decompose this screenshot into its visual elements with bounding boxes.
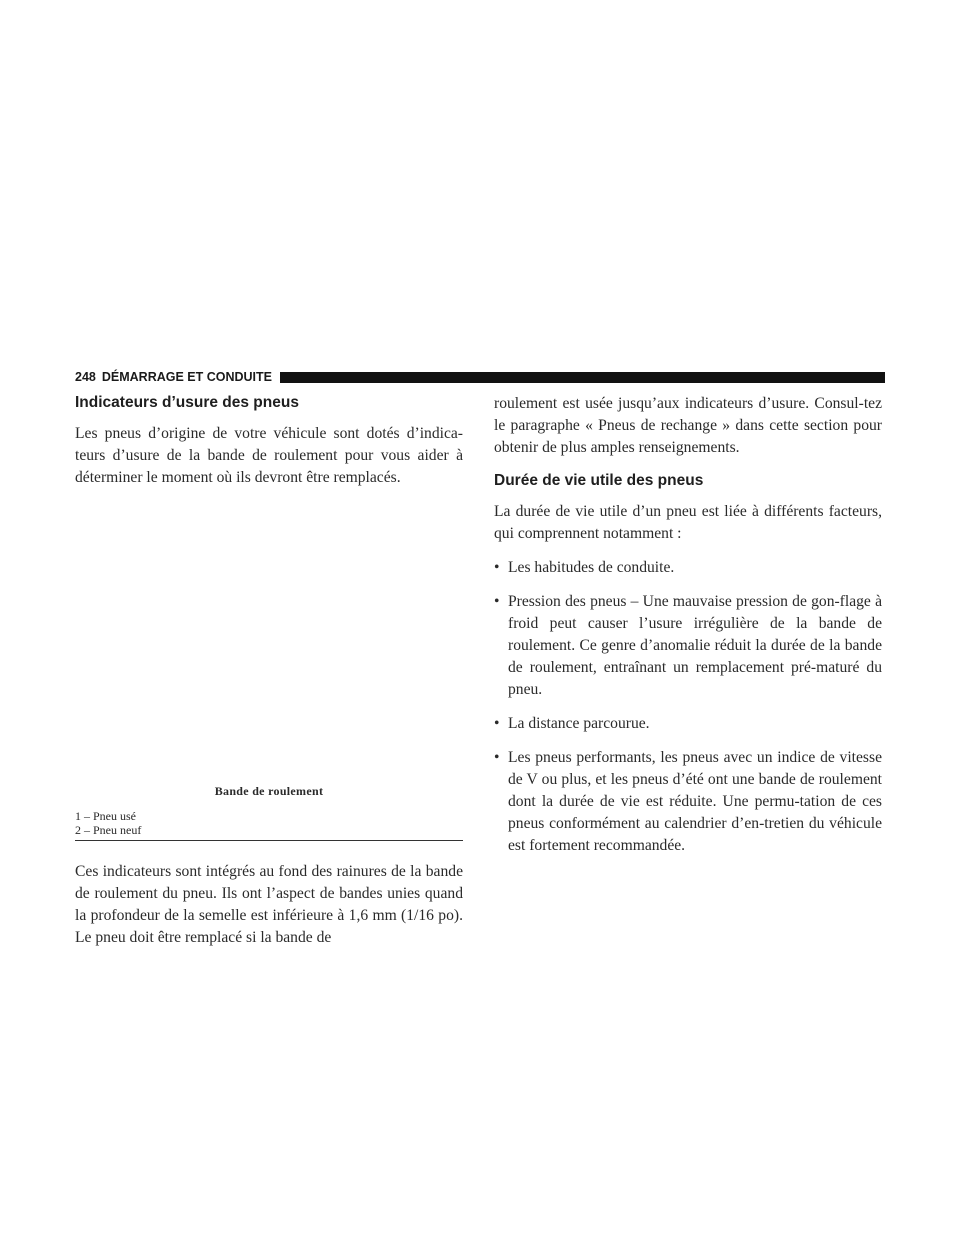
list-item-text: La distance parcourue. [508,715,650,732]
header-rule-bar [280,372,885,383]
heading-tire-service-life: Durée de vie utile des pneus [494,472,704,489]
bullet-icon: • [494,559,500,576]
bullet-icon: • [494,715,500,732]
list-item-text: Les pneus performants, les pneus avec un indice de vitesse de V ou plus, et les pneus d’été ont une bande de roulement dont la durée de vie est réduite. Une permu-tation de ces pneus conformément au calendrier d’en-tretien du véhicule est fortement recommandée. [508,749,882,854]
legend-item: 1 – Pneu usé [75,809,136,823]
list-item-text: Pression des pneus – Une mauvaise pression de gon-flage à froid peut causer l’usure irrégulière de la bande de roulement. Ce genre d’anomalie réduit la durée de la bande de roulement, entraînant un remplacement pré-maturé du pneu. [508,593,882,698]
bullet-icon: • [494,593,500,610]
body-paragraph: Ces indicateurs sont intégrés au fond des rainures de la bande de roulement du pneu. Ils ont l’aspect de bandes unies quand la profondeur de la semelle est inférieure à 1,6 mm (1/16 po). Le pneu doit être remplacé si la bande de [75,863,463,946]
section-title: DÉMARRAGE ET CONDUITE [101,370,273,384]
legend-item: 2 – Pneu neuf [75,823,142,837]
continuation-paragraph: roulement est usée jusqu’aux indicateurs d’usure. Consul-tez le paragraphe « Pneus de rechange » dans cette section pour obtenir de plus amples renseignements. [494,395,882,456]
list-item [494,557,882,579]
factor-list [494,557,882,857]
figure-image-area [75,501,463,783]
left-column [75,393,463,961]
intro-paragraph: Les pneus d’origine de votre véhicule sont dotés d’indica-teurs d’usure de la bande de roulement pour vous aider à déterminer le moment où ils devront être remplacés. [75,425,463,486]
bullet-icon: • [494,749,500,766]
list-item [494,713,882,735]
list-item [494,591,882,701]
caption-divider [75,840,463,841]
page-number: 248 [75,370,96,384]
heading-tread-wear-indicators: Indicateurs d’usure des pneus [75,394,299,411]
figure-caption [75,783,463,841]
page-header [75,369,885,385]
service-life-intro: La durée de vie utile d’un pneu est liée à différents facteurs, qui comprennent notamment : [494,503,882,542]
right-column [494,393,882,869]
list-item [494,747,882,857]
list-item-text: Les habitudes de conduite. [508,559,675,576]
figure-caption-title: Bande de roulement [214,784,324,798]
